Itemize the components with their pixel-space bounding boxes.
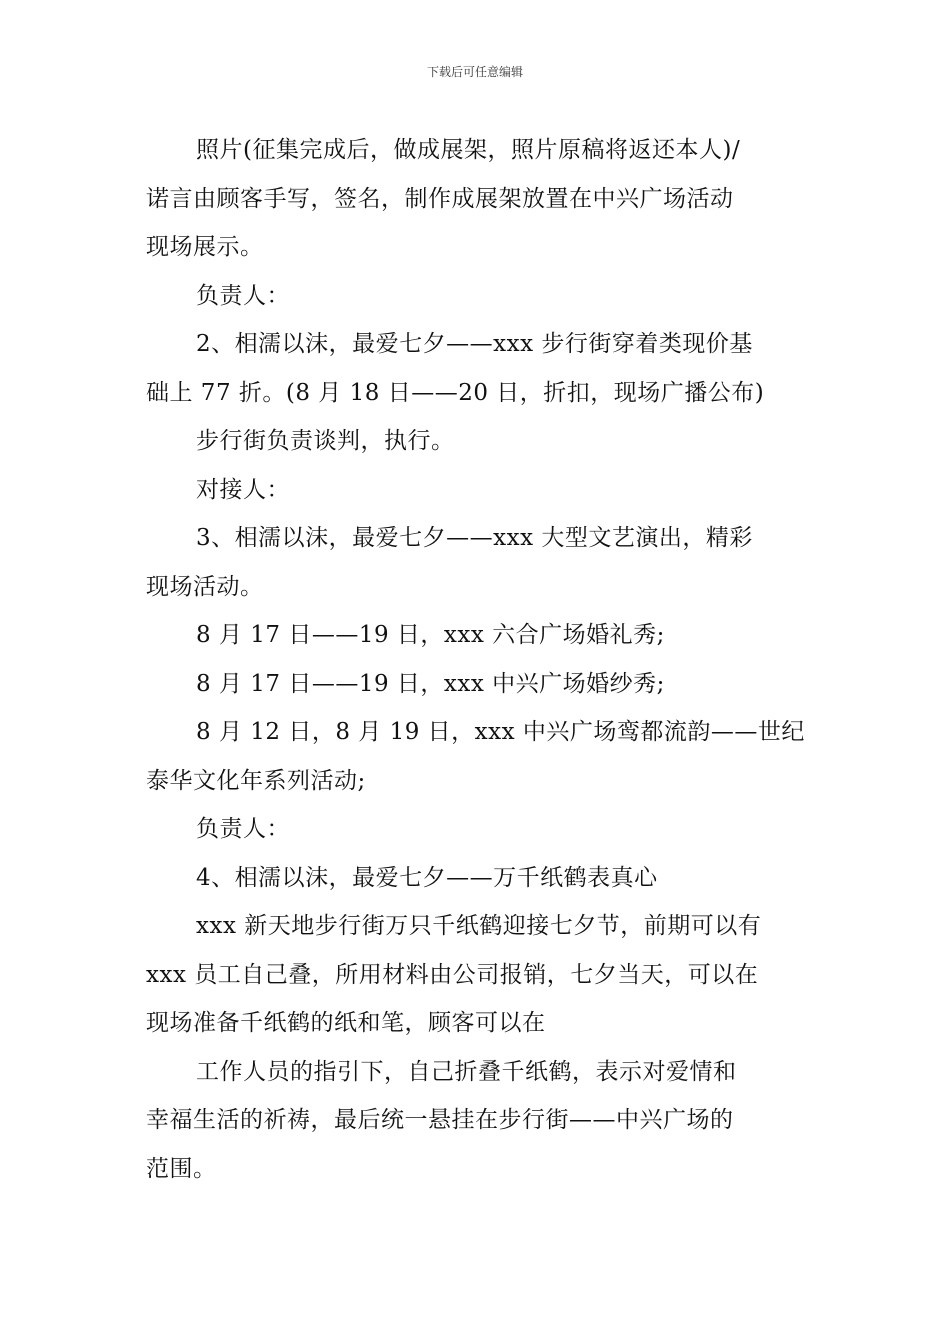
paragraph-line: 步行街负责谈判，执行。 — [196, 428, 455, 454]
paragraph-line: 4、相濡以沫，最爱七夕——万千纸鹤表真心 — [196, 864, 658, 891]
paragraph-line: 负责人： — [196, 816, 290, 842]
paragraph-line: xxx 新天地步行街万只千纸鹤迎接七夕节，前期可以有 — [196, 913, 762, 939]
paragraph-line: 诺言由顾客手写，签名，制作成展架放置在中兴广场活动 — [146, 185, 734, 212]
paragraph-line: 础上 77 折。(8 月 18 日——20 日，折扣，现场广播公布) — [146, 379, 765, 406]
paragraph-line: 现场准备千纸鹤的纸和笔，顾客可以在 — [146, 1010, 546, 1036]
document-body — [146, 126, 810, 1193]
paragraph-line: 3、相濡以沫，最爱七夕——xxx 大型文艺演出，精彩 — [196, 525, 753, 551]
page-header: 下载后可任意编辑 — [426, 65, 523, 79]
paragraph-line: 负责人： — [196, 282, 290, 309]
paragraph-line: xxx 员工自己叠，所用材料由公司报销，七夕当天，可以在 — [146, 961, 759, 988]
paragraph-line: 2、相濡以沫，最爱七夕——xxx 步行街穿着类现价基 — [196, 331, 753, 357]
paragraph-line: 8 月 17 日——19 日，xxx 中兴广场婚纱秀; — [196, 670, 665, 697]
paragraph-line: 现场展示。 — [146, 234, 264, 260]
paragraph-line: 8 月 12 日，8 月 19 日，xxx 中兴广场鸾都流韵——世纪 — [196, 719, 805, 745]
paragraph-line: 8 月 17 日——19 日，xxx 六合广场婚礼秀; — [196, 622, 665, 648]
paragraph-line: 范围。 — [146, 1155, 217, 1182]
paragraph-line: 幸福生活的祈祷，最后统一悬挂在步行街——中兴广场的 — [146, 1107, 734, 1133]
paragraph-line: 照片(征集完成后，做成展架，照片原稿将返还本人)/ — [196, 137, 741, 163]
paragraph-line: 工作人员的指引下，自己折叠千纸鹤，表示对爱情和 — [196, 1058, 737, 1085]
paragraph-line: 现场活动。 — [146, 573, 264, 600]
paragraph-line: 泰华文化年系列活动; — [146, 767, 366, 794]
paragraph-line: 对接人： — [196, 476, 290, 503]
